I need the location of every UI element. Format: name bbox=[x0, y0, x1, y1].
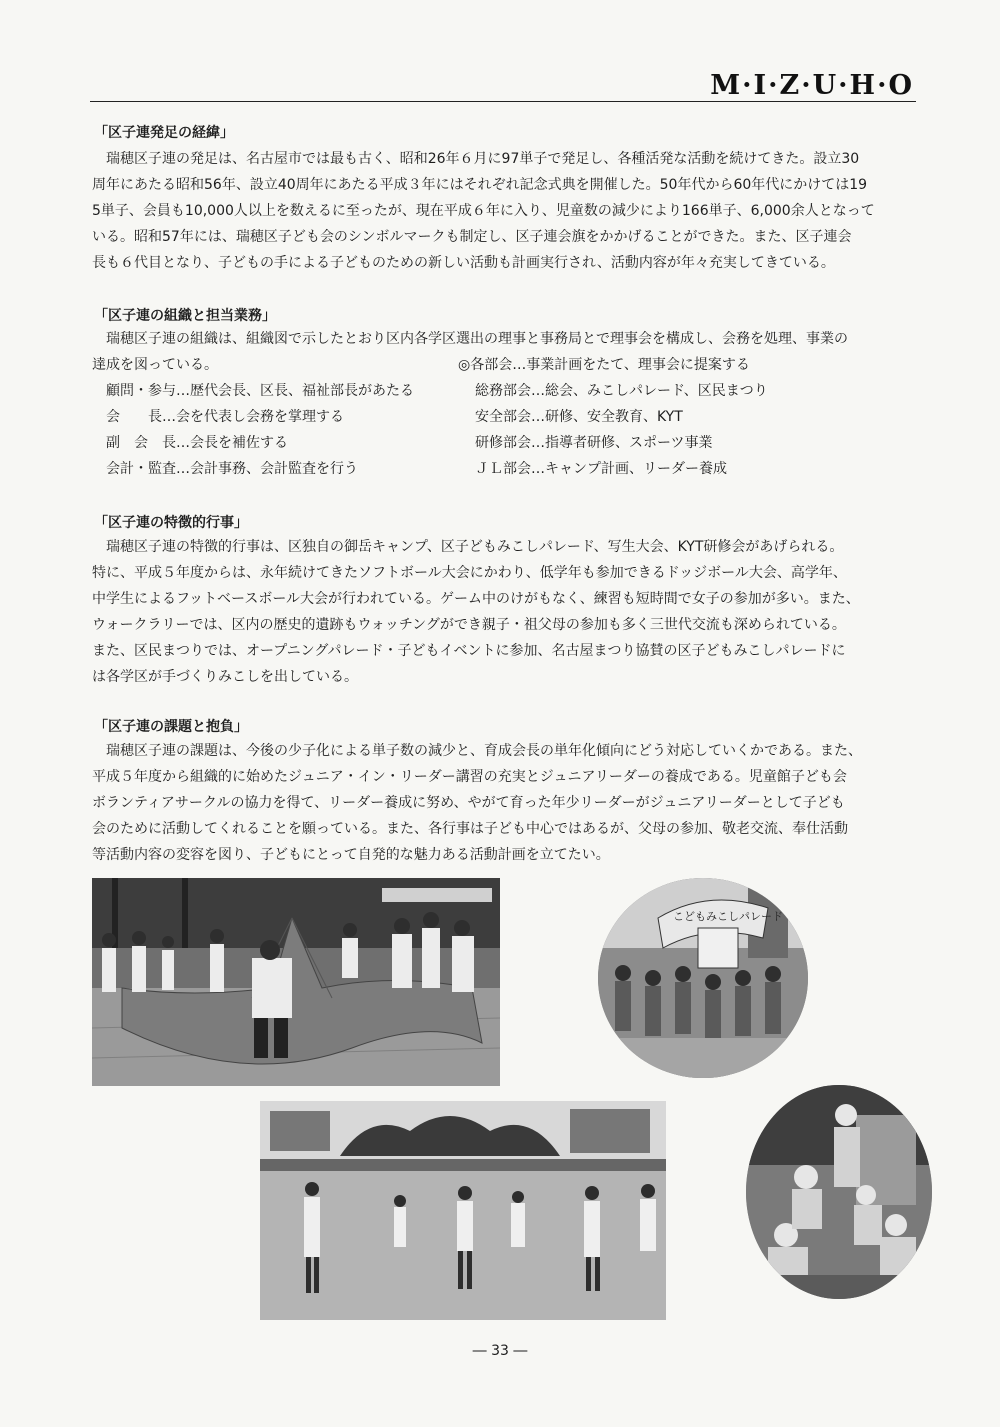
role-item: 会 長…会を代表し会務を掌理する bbox=[106, 409, 344, 425]
department-item: 安全部会…研修、安全教育、KYT bbox=[475, 409, 683, 425]
photo-gym-parachute-graphic bbox=[92, 878, 500, 1086]
roles-list bbox=[106, 378, 414, 482]
brand-title: M·I·Z·U·H·O bbox=[710, 70, 914, 101]
page-number: ― 33 ― bbox=[472, 1343, 528, 1359]
text-line: 瑞穂区子連の発足は、名古屋市では最も古く、昭和26年６月に97単子で発足し、各種活発な活動を続けてきた。設立30 bbox=[92, 151, 860, 167]
text-line: いる。昭和57年には、瑞穂区子ども会のシンボルマークも制定し、区子連会旗をかかげることができた。また、区子連会 bbox=[92, 229, 852, 245]
department-item: ＪＬ部会…キャンプ計画、リーダー養成 bbox=[475, 461, 727, 477]
section-title-events: 「区子連の特徴的行事」 bbox=[94, 515, 248, 531]
department-item: 研修部会…指導者研修、スポーツ事業 bbox=[475, 435, 713, 451]
text-line: また、区民まつりでは、オープニングパレード・子どもイベントに参加、名古屋まつり協賛の区子どもみこしパレードに bbox=[92, 643, 846, 659]
section-body-origin bbox=[92, 146, 926, 276]
text-line: ◎各部会…事業計画をたて、理事会に提案する bbox=[458, 357, 750, 373]
text-line: 中学生によるフットベースボール大会が行われている。ゲーム中のけがもなく、練習も短時間で女子の参加が多い。また、 bbox=[92, 591, 860, 607]
text-line: は各学区が手づくりみこしを出している。 bbox=[92, 669, 358, 685]
section-title-origin: 「区子連発足の経緯」 bbox=[94, 125, 234, 141]
department-item: 総務部会…総会、みこしパレード、区民まつり bbox=[475, 383, 768, 399]
section-body-events bbox=[92, 534, 926, 690]
text-line: 長も６代目となり、子どもの手による子どものための新しい活動も計画実行され、活動内容が年々充実してきている。 bbox=[92, 255, 835, 271]
text-line: 周年にあたる昭和56年、設立40周年にあたる平成３年にはそれぞれ記念式典を開催した。50年代から60年代にかけては19 bbox=[92, 177, 868, 193]
photo-parade bbox=[598, 878, 808, 1078]
text-line: 5単子、会員も10,000人以上を数えるに至ったが、現在平成６年に入り、児童数の減少により166単子、6,000余人となって bbox=[92, 203, 875, 219]
text-line: 瑞穂区子連の組織は、組織図で示したとおり区内各学区選出の理事と事務局とで理事会を構成し、会務を処理、事業の bbox=[92, 331, 848, 347]
section-title-organization: 「区子連の組織と担当業務」 bbox=[94, 308, 276, 324]
text-line: 達成を図っている。 bbox=[92, 357, 218, 373]
photo-field-game bbox=[260, 1101, 666, 1320]
photo-children-activity-graphic bbox=[746, 1085, 932, 1299]
role-item: 会計・監査…会計事務、会計監査を行う bbox=[106, 461, 358, 477]
photo-children-activity bbox=[746, 1085, 932, 1299]
section-body-issues bbox=[92, 738, 926, 868]
text-line: 等活動内容の変容を図り、子どもにとって自発的な魅力ある活動計画を立てたい。 bbox=[92, 847, 610, 863]
text-line: 瑞穂区子連の課題は、今後の少子化による単子数の減少と、育成会長の単年化傾向にどう対応していくかである。また、 bbox=[92, 743, 862, 759]
text-line: ボランティアサークルの協力を得て、リーダー養成に努め、やがて育った年少リーダーがジュニアリーダーとして子ども bbox=[92, 795, 845, 811]
header-rule bbox=[90, 101, 916, 102]
text-line: ウォークラリーでは、区内の歴史的遺跡もウォッチングができ親子・祖父母の参加も多く三世代交流も深められている。 bbox=[92, 617, 846, 633]
text-line: 瑞穂区子連の特徴的行事は、区独自の御岳キャンプ、区子どもみこしパレード、写生大会、KYT研修会があげられる。 bbox=[92, 539, 844, 555]
text-line: 会のために活動してくれることを願っている。また、各行事は子ども中心ではあるが、父母の参加、敬老交流、奉仕活動 bbox=[92, 821, 848, 837]
text-line: 特に、平成５年度からは、永年続けてきたソフトボール大会にかわり、低学年も参加できるドッジボール大会、高学年、 bbox=[92, 565, 847, 581]
role-item: 副 会 長…会長を補佐する bbox=[106, 435, 288, 451]
photo-gym-parachute bbox=[92, 878, 500, 1086]
photo-parade-graphic bbox=[598, 878, 808, 1078]
role-item: 顧問・参与…歴代会長、区長、福祉部長があたる bbox=[106, 383, 414, 399]
section-title-issues: 「区子連の課題と抱負」 bbox=[94, 719, 248, 735]
departments-heading bbox=[458, 352, 750, 378]
parade-banner-text: こどもみこしパレード bbox=[673, 910, 783, 923]
departments-list bbox=[475, 378, 768, 482]
text-line: 平成５年度から組織的に始めたジュニア・イン・リーダー講習の充実とジュニアリーダーの養成である。児童館子ども会 bbox=[92, 769, 847, 785]
photo-field-game-graphic bbox=[260, 1101, 666, 1320]
